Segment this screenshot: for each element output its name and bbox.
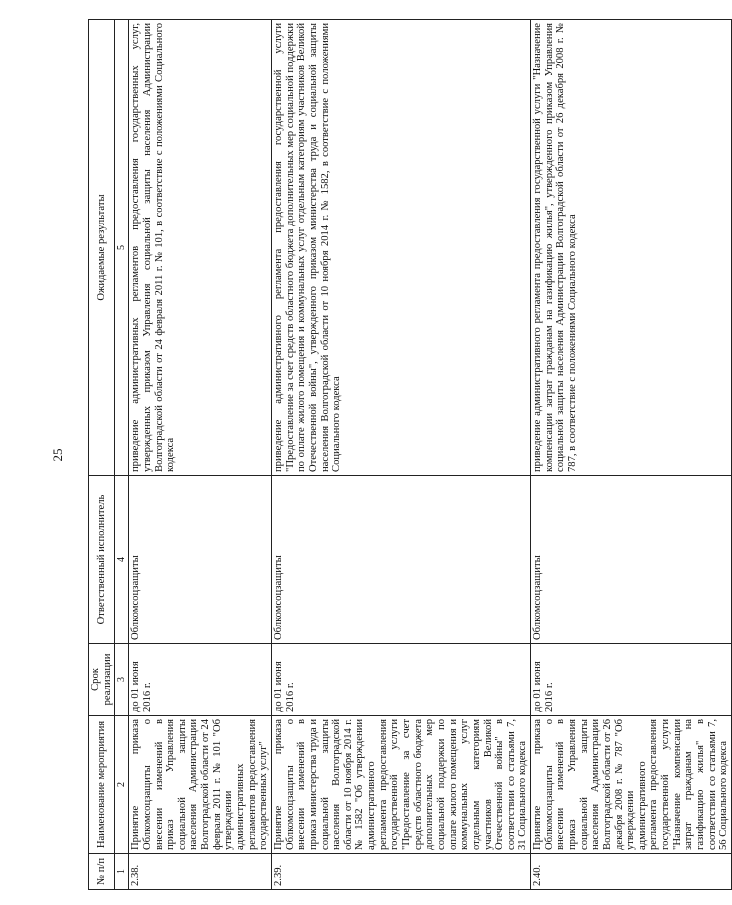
row-num: 2.40.	[531, 854, 732, 890]
column-number: 3	[115, 644, 129, 716]
column-number: 4	[115, 476, 129, 644]
row-executor: Облкомсоцзащиты	[129, 476, 272, 644]
row-num: 2.38.	[129, 854, 272, 890]
column-number: 5	[115, 20, 129, 476]
rotated-page	[50, 20, 730, 890]
header-name: Наименование мероприятия	[89, 716, 115, 854]
row-name: Принятие приказа Облкомсоцзащиты о внесении изменений в приказ министерства труда и социальной защиты населения Волгоградской области от 10 ноября 2014 г. № 1582 "Об утверждении административного регламента предоставления государственной услуги "Предоставление за счет средств областного бюджета дополнительных мер социальной поддержки по оплате жилого помещения и коммунальных услуг отдельным категориям участников Великой Отечественной войны" в соответствии со статьями 7, 31 Социального кодекса	[271, 716, 530, 854]
table-row	[531, 20, 732, 890]
column-number: 2	[115, 716, 129, 854]
row-term: до 01 июня 2016 г.	[129, 644, 272, 716]
row-result: приведение административного регламента предоставления государственной услуги "Назначение компенсации затрат гражданам на газификацию жилья", утвержденного приказом Управления социальной защиты населения Администрации Волгоградской области от 26 декабря 2008 г. № 787, в соответствие с положениями Социального кодекса	[531, 20, 732, 476]
header-num: № п/п	[89, 854, 115, 890]
header-result: Ожидаемые результаты	[89, 20, 115, 476]
column-number: 1	[115, 854, 129, 890]
header-executor: Ответственный исполнитель	[89, 476, 115, 644]
column-number-row	[115, 20, 129, 890]
row-executor: Облкомсоцзащиты	[531, 476, 732, 644]
table-row	[271, 20, 530, 890]
row-num: 2.39.	[271, 854, 530, 890]
page-number: 25	[50, 448, 65, 462]
table-row	[129, 20, 272, 890]
row-result: приведение административных регламентов предоставления государственных услуг, утвержденных приказом Управления социальной защиты населения Администрации Волгоградской области от 24 февраля 2011 г. № 101, в соответствие с положениями Социального кодекса	[129, 20, 272, 476]
row-name: Принятие приказа Облкомсоцзащиты о внесении изменений в приказ Управления социальной защиты населения Администрации Волгоградской области от 26 декабря 2008 г. № 787 "Об утверждении административного регламента предоставления государственной услуги "Назначение компенсации затрат гражданам на газификацию жилья" в соответствии со статьями 7, 56 Социального кодекса	[531, 716, 732, 854]
row-executor: Облкомсоцзащиты	[271, 476, 530, 644]
header-term: Срок реализации	[89, 644, 115, 716]
row-term: до 01 июня 2016 г.	[531, 644, 732, 716]
measures-table	[88, 19, 732, 890]
header-row	[89, 20, 115, 890]
row-term: до 01 июня 2016 г.	[271, 644, 530, 716]
row-name: Принятие приказа Облкомсоцзащиты о внесении изменений в приказ Управления социальной защиты населения Администрации Волгоградской области от 24 февраля 2011 г. № 101 "Об утверждении административных регламентов предоставления государственных услуг"	[129, 716, 272, 854]
row-result: приведение административного регламента предоставления государственной услуги "Предоставление за счет средств областного бюджета дополнительных мер социальной поддержки по оплате жилого помещения и коммунальных услуг отдельным категориям участников Великой Отечественной войны", утвержденного приказом министерства труда и социальной защиты населения Волгоградской области от 10 ноября 2014 г. № 1582, в соответствие с положениями Социального кодекса	[271, 20, 530, 476]
